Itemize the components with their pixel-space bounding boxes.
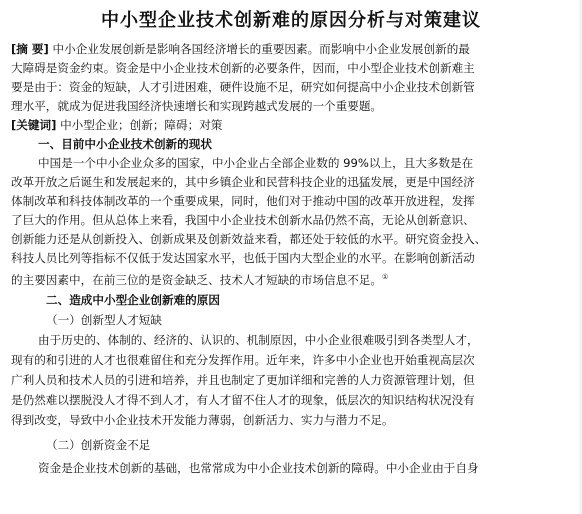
abstract-text-1: 中小企业发展创新是影响各国经济增长的重要因素。而影响中小企业发展创新的最 bbox=[52, 42, 470, 56]
section1-line-5: 创新能力还是从创新投入、创新成果及创新效益来看，都还处于较低的水平。研究资金投入、 bbox=[11, 232, 487, 246]
section1-line-2: 改革开放之后诞生和发展起来的，其中乡镇企业和民营科技企业的迅猛发展，更是中国经济 bbox=[11, 175, 475, 189]
document-title: 中小型企业技术创新难的原因分析与对策建议 bbox=[101, 10, 481, 31]
section2-sub1-heading: （一）创新型人才短缺 bbox=[46, 313, 162, 327]
abstract-line-4: 理水平，就成为促进我国经济快速增长和实现跨越式发展的一个重要题。 bbox=[11, 99, 383, 113]
section2-sub1-line-5: 得到改变，导致中小企业技术开发能力薄弱，创新活力、实力与潜力不足。 bbox=[11, 413, 394, 427]
keywords-label: [关键词] bbox=[11, 118, 57, 132]
abstract-line-1 bbox=[11, 40, 573, 59]
section2-sub2-heading: （二）创新资金不足 bbox=[46, 438, 151, 452]
abstract-label: [摘 要] bbox=[11, 42, 49, 56]
section1-heading: 一、目前中小企业技术创新的现状 bbox=[38, 137, 212, 151]
section1-text-7: 的主要因素中，在前三位的是资金缺乏、技术人才短缺的市场信息不足。 bbox=[11, 272, 383, 287]
section2-sub1-line-1: 由于历史的、体制的、经济的、认识的、机制原因，中小企业很难吸引到各类型人才， bbox=[38, 333, 479, 347]
footnote-marker[interactable]: ① bbox=[382, 273, 389, 281]
section1-line-3: 体制改革和科技体制改革的一个重要成果，同时，他们对于推动中国的改革开放进程，发挥 bbox=[11, 194, 475, 208]
section2-sub1-line-4: 是仍然难以摆脱没人才得不到人才，有人才留不住人才的现象，低层次的知识结构状况没有 bbox=[11, 393, 475, 407]
keywords-text: 中小型企业；创新；障碍；对策 bbox=[60, 118, 223, 132]
section2-heading: 二、造成中小型企业创新难的原因 bbox=[46, 293, 220, 307]
section2-sub1-line-3: 广利人员和技术人员的引进和培养，并且也制定了更加详细和完善的人力资源管理计划，但 bbox=[11, 373, 475, 387]
section1-line-6: 科技人员比列等指标不仅低于发达国家水平，也低于国内大型企业的水平。在影响创新活动 bbox=[11, 251, 475, 265]
keywords-line bbox=[11, 116, 222, 135]
abstract-line-3: 要是由于：资金的短缺，人才引进困难，硬件设施不足，研究如何提高中小企业技术创新管 bbox=[11, 80, 475, 94]
section1-line-1: 中国是一个中小企业众多的国家，中小企业占全部企业数的 99%以上，且大多数是在 bbox=[38, 156, 474, 170]
abstract-line-2: 大障碍是资金约束。资金是中小企业技术创新的必要条件，因而，中小型企业技术创新难主 bbox=[11, 61, 475, 75]
section2-sub1-line-2: 现有的和引进的人才也很难留住和充分发挥作用。近年来，许多中小企业也开始重视高层次 bbox=[11, 353, 475, 367]
section2-sub2-line-1: 资金是企业技术创新的基础，也常常成为中小企业技术创新的障碍。中小企业由于自身 bbox=[38, 461, 479, 475]
section1-line-7 bbox=[11, 268, 388, 289]
section1-line-4: 了巨大的作用。但从总体上来看，我国中小企业技术创新水品仍然不高，无论从创新意识、 bbox=[11, 213, 475, 227]
